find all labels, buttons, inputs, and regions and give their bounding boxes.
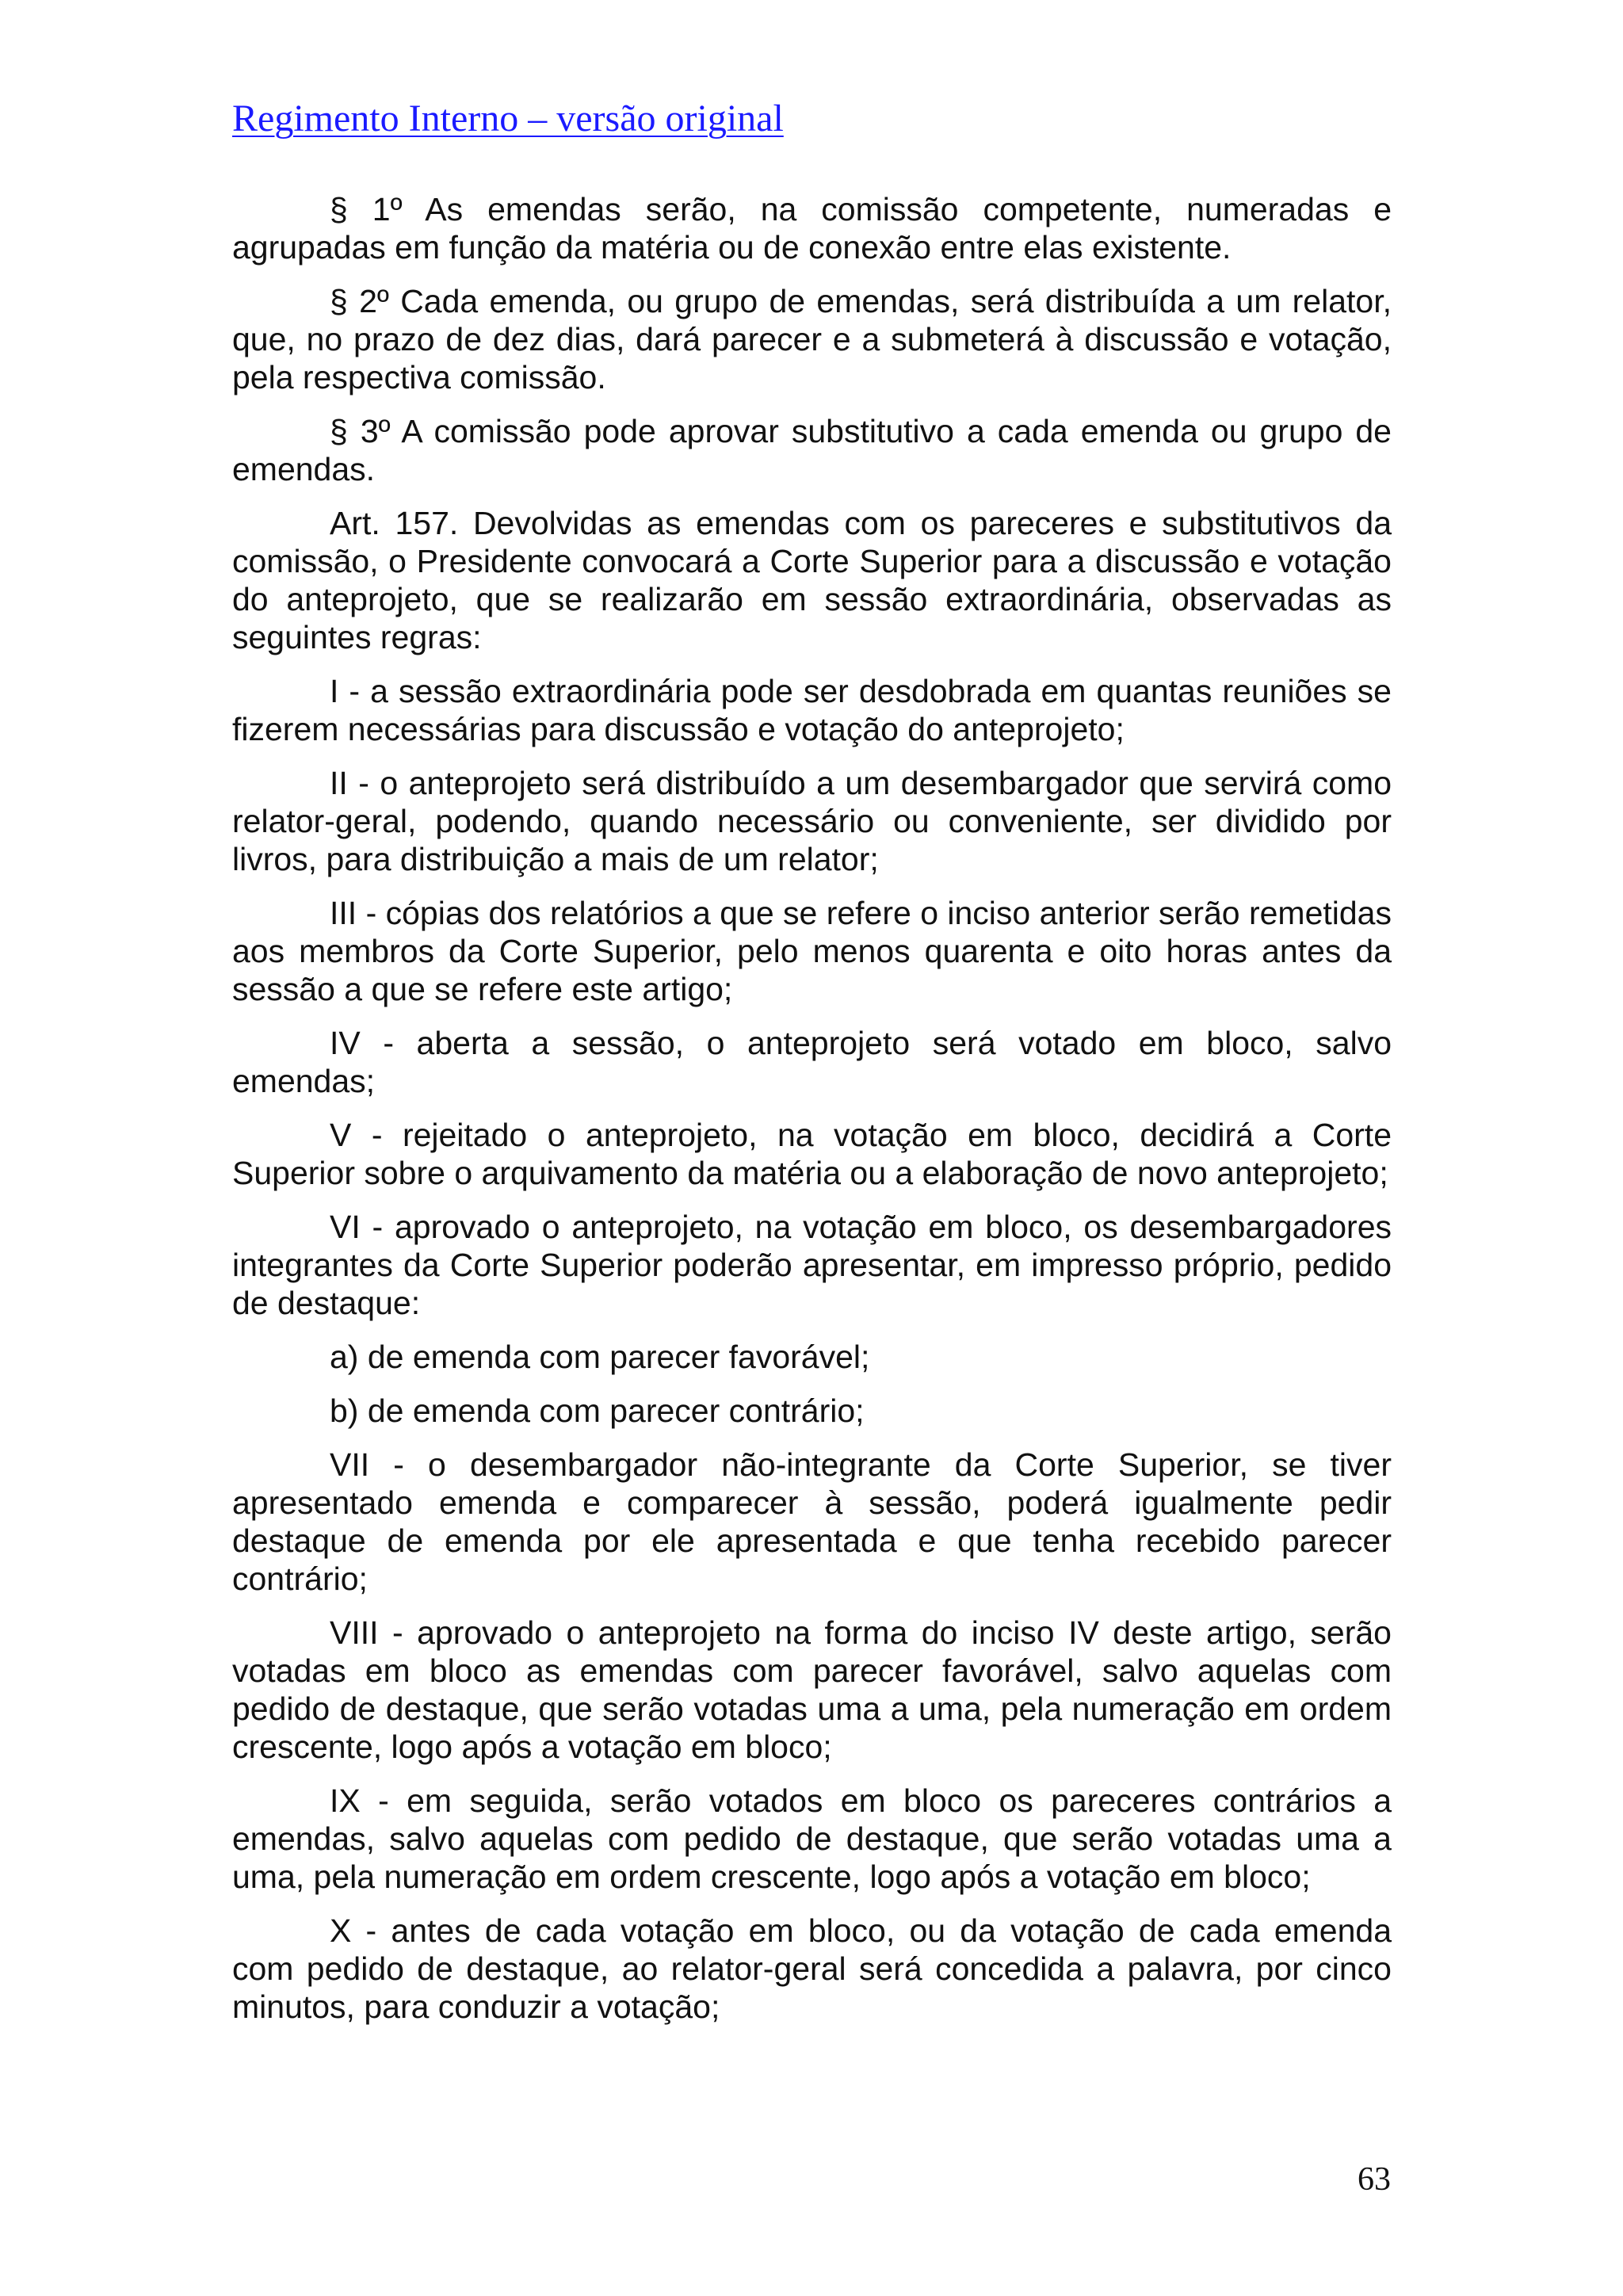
document-body xyxy=(232,190,1392,2042)
paragraph-2: § 2º Cada emenda, ou grupo de emendas, será distribuída a um relator, que, no prazo de dez dias, dará parecer e a submeterá à discussão e votação, pela respectiva comissão. xyxy=(232,283,1392,395)
alinea-b: b) de emenda com parecer contrário; xyxy=(330,1392,865,1429)
inciso-v: V - rejeitado o anteprojeto, na votação em bloco, decidirá a Corte Superior sobre o arquivamento da matéria ou a elaboração de novo anteprojeto; xyxy=(232,1117,1392,1191)
document-title-link[interactable]: Regimento Interno – versão original xyxy=(232,97,784,139)
inciso-ii: II - o anteprojeto será distribuído a um desembargador que servirá como relator-geral, podendo, quando necessário ou conveniente, ser dividido por livros, para distribuição a mais de um relator; xyxy=(232,765,1392,877)
inciso-i: I - a sessão extraordinária pode ser desdobrada em quantas reuniões se fizerem necessárias para discussão e votação do anteprojeto; xyxy=(232,673,1392,747)
alinea-a: a) de emenda com parecer favorável; xyxy=(330,1339,870,1375)
page-number: 63 xyxy=(1358,2161,1391,2198)
paragraph-1: § 1º As emendas serão, na comissão competente, numeradas e agrupadas em função da matéria ou de conexão entre elas existente. xyxy=(232,191,1392,266)
inciso-ix: IX - em seguida, serão votados em bloco os pareceres contrários a emendas, salvo aquelas com pedido de destaque, que serão votadas uma a uma, pela numeração em ordem crescente, logo após a votação em bloco; xyxy=(232,1782,1392,1895)
inciso-x: X - antes de cada votação em bloco, ou da votação de cada emenda com pedido de destaque, ao relator-geral será concedida a palavra, por cinco minutos, para conduzir a votação; xyxy=(232,1912,1392,2025)
inciso-iii: III - cópias dos relatórios a que se refere o inciso anterior serão remetidas aos membros da Corte Superior, pelo menos quarenta e oito horas antes da sessão a que se refere este artigo; xyxy=(232,895,1392,1007)
inciso-iv: IV - aberta a sessão, o anteprojeto será votado em bloco, salvo emendas; xyxy=(232,1025,1392,1099)
article-157: Art. 157. Devolvidas as emendas com os pareceres e substitutivos da comissão, o Presidente convocará a Corte Superior para a discussão e votação do anteprojeto, que se realizarão em sessão extraordinária, observadas as seguintes regras: xyxy=(232,505,1392,655)
inciso-viii: VIII - aprovado o anteprojeto na forma do inciso IV deste artigo, serão votadas em bloco as emendas com parecer favorável, salvo aquelas com pedido de destaque, que serão votadas uma a uma, pela numeração em ordem crescente, logo após a votação em bloco; xyxy=(232,1614,1392,1765)
paragraph-3: § 3º A comissão pode aprovar substitutivo a cada emenda ou grupo de emendas. xyxy=(232,413,1392,487)
inciso-vii: VII - o desembargador não-integrante da Corte Superior, se tiver apresentado emenda e comparecer à sessão, poderá igualmente pedir destaque de emenda por ele apresentada e que tenha recebido parecer contrário; xyxy=(232,1446,1392,1597)
inciso-vi: VI - aprovado o anteprojeto, na votação em bloco, os desembargadores integrantes da Corte Superior poderão apresentar, em impresso próprio, pedido de destaque: xyxy=(232,1209,1392,1321)
